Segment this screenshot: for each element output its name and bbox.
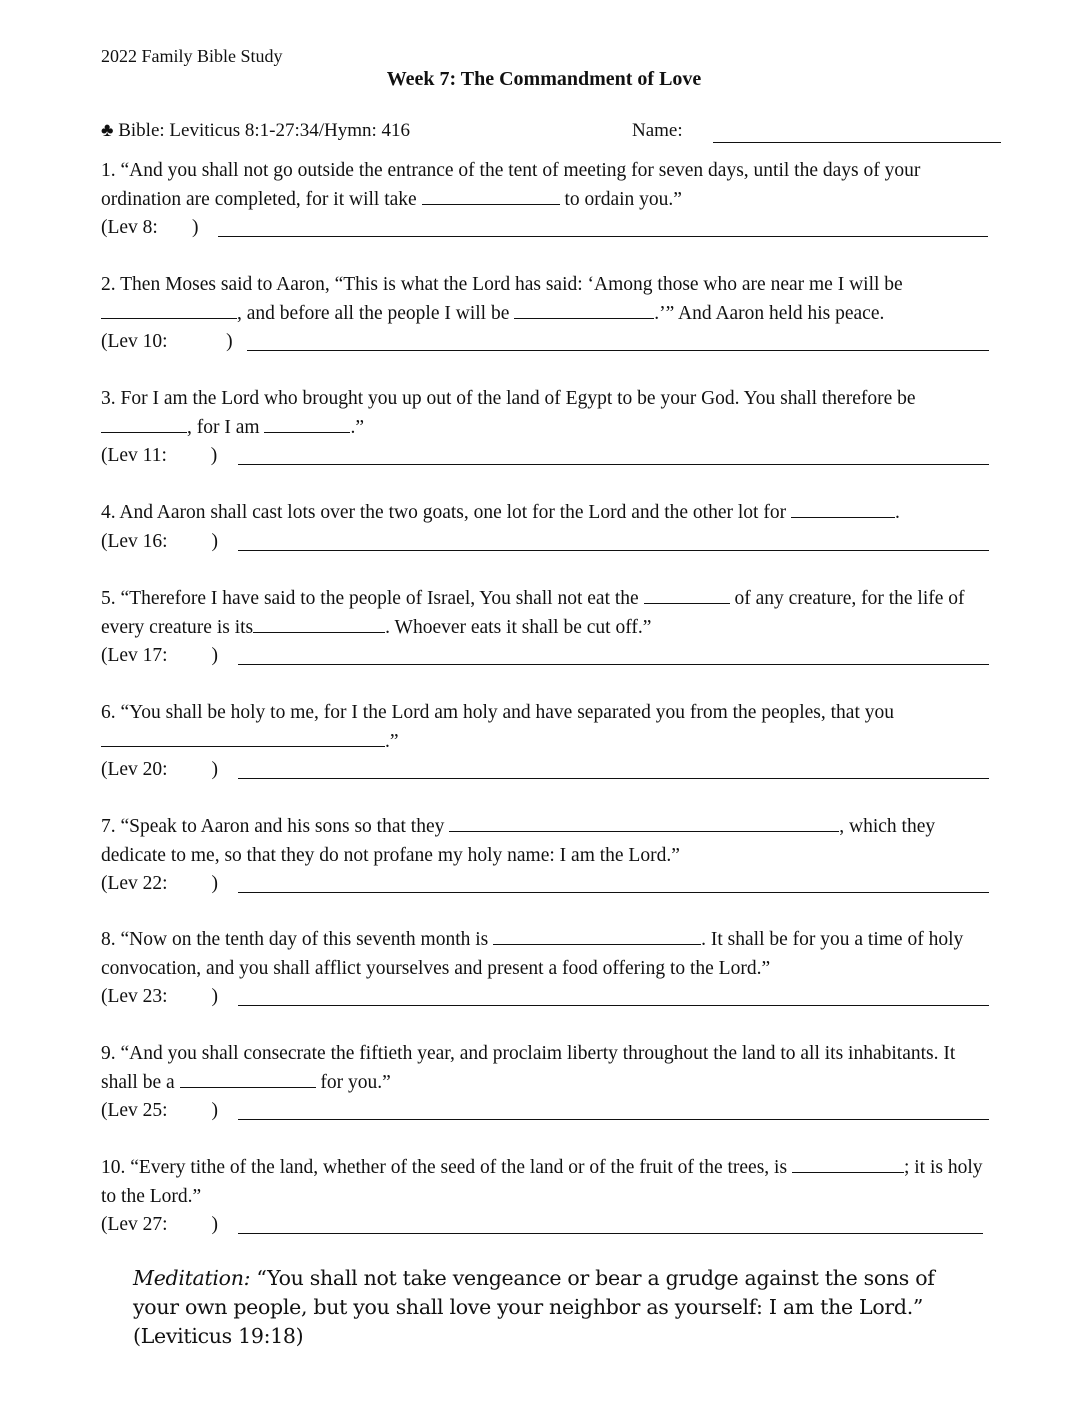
reference-row	[101, 528, 989, 557]
verse-answer-line[interactable]	[218, 236, 988, 237]
reference-row	[101, 983, 989, 1012]
question-10	[101, 1154, 989, 1240]
question-1	[101, 157, 989, 243]
meditation-text: “You shall not take vengeance or bear a grudge against the sons of your own people, but you shall love your neighbor as yourself: I am the Lord.” (Leviticus 19:18)	[133, 1266, 935, 1348]
verse-reference: (Lev 8: )	[101, 217, 199, 238]
reference-row	[101, 214, 989, 243]
verse-answer-line[interactable]	[247, 350, 989, 351]
verse-answer-line[interactable]	[238, 1119, 989, 1120]
answer-blank[interactable]	[101, 745, 385, 747]
question-4	[101, 499, 989, 556]
reference-row	[101, 442, 989, 471]
question-text: 4. And Aaron shall cast lots over the two goats, one lot for the Lord and the other lot for .	[101, 502, 900, 523]
reference-row	[101, 756, 989, 785]
reference-row	[101, 1097, 989, 1126]
verse-reference: (Lev 17: )	[101, 645, 218, 666]
meditation-verse	[133, 1264, 963, 1351]
question-text: 1. “And you shall not go outside the entrance of the tent of meeting for seven days, until the days of your ordination are completed, for it will take to ordain you.”	[101, 160, 921, 210]
name-label: Name:	[632, 120, 683, 141]
verse-answer-line[interactable]	[238, 464, 989, 465]
series-label: 2022 Family Bible Study	[101, 46, 283, 66]
question-5	[101, 585, 989, 671]
question-text: 3. For I am the Lord who brought you up out of the land of Egypt to be your God. You shall therefore be , for I am .”	[101, 388, 916, 438]
question-6	[101, 699, 989, 785]
answer-blank[interactable]	[253, 631, 385, 633]
reference-row	[101, 870, 989, 899]
verse-reference: (Lev 10: )	[101, 331, 233, 352]
verse-answer-line[interactable]	[238, 892, 989, 893]
reference-row	[101, 1211, 989, 1240]
meditation-label: Meditation:	[133, 1266, 251, 1290]
answer-blank[interactable]	[791, 516, 895, 518]
info-row	[101, 120, 1001, 144]
page-title: Week 7: The Commandment of Love	[386, 68, 702, 90]
question-3	[101, 385, 989, 471]
question-7	[101, 813, 989, 899]
question-text: 5. “Therefore I have said to the people of Israel, You shall not eat the of any creature, for the life of every creature is its . Whoever eats it shall be cut off.”	[101, 588, 965, 638]
reference-row	[101, 642, 989, 671]
verse-answer-line[interactable]	[238, 778, 989, 779]
verse-answer-line[interactable]	[238, 664, 989, 665]
reference-row	[101, 328, 989, 357]
answer-blank[interactable]	[101, 431, 187, 433]
verse-reference: (Lev 22: )	[101, 873, 218, 894]
verse-reference: (Lev 27: )	[101, 1214, 218, 1235]
question-text: 9. “And you shall consecrate the fiftieth year, and proclaim liberty throughout the land to all its inhabitants. It shall be a for you.”	[101, 1043, 956, 1093]
verse-answer-line[interactable]	[238, 550, 989, 551]
verse-reference: (Lev 23: )	[101, 986, 218, 1007]
answer-blank[interactable]	[493, 943, 701, 945]
answer-blank[interactable]	[514, 317, 654, 319]
answer-blank[interactable]	[422, 203, 560, 205]
answer-blank[interactable]	[180, 1086, 316, 1088]
answer-blank[interactable]	[644, 602, 730, 604]
verse-answer-line[interactable]	[238, 1005, 989, 1006]
question-9	[101, 1040, 989, 1126]
answer-blank[interactable]	[264, 431, 350, 433]
verse-reference: (Lev 16: )	[101, 530, 218, 552]
question-text: 8. “Now on the tenth day of this seventh month is . It shall be for you a time of holy convocation, and you shall afflict yourselves and present a food offering to the Lord.”	[101, 929, 964, 979]
question-text: 2. Then Moses said to Aaron, “This is what the Lord has said: ‘Among those who are near me I will be , and before all the people I will be .’” And Aaron held his peace.	[101, 274, 903, 324]
answer-blank[interactable]	[449, 830, 839, 832]
question-text: 7. “Speak to Aaron and his sons so that they , which they dedicate to me, so that they do not profane my holy name: I am the Lord.”	[101, 816, 936, 866]
question-text: 10. “Every tithe of the land, whether of the seed of the land or of the fruit of the trees, is ; it is holy to the Lord.”	[101, 1157, 983, 1207]
answer-blank[interactable]	[792, 1171, 904, 1173]
answer-blank[interactable]	[101, 317, 237, 319]
verse-reference: (Lev 20: )	[101, 759, 218, 780]
verse-reference: (Lev 25: )	[101, 1100, 218, 1121]
verse-reference: (Lev 11: )	[101, 445, 218, 466]
name-field[interactable]	[713, 142, 1001, 143]
question-text: 6. “You shall be holy to me, for I the Lord am holy and have separated you from the peoples, that you .”	[101, 702, 894, 752]
question-8	[101, 926, 989, 1012]
bible-reading-label: ♣ Bible: Leviticus 8:1-27:34/Hymn: 416	[101, 120, 411, 141]
verse-answer-line[interactable]	[238, 1233, 983, 1234]
question-2	[101, 271, 989, 357]
